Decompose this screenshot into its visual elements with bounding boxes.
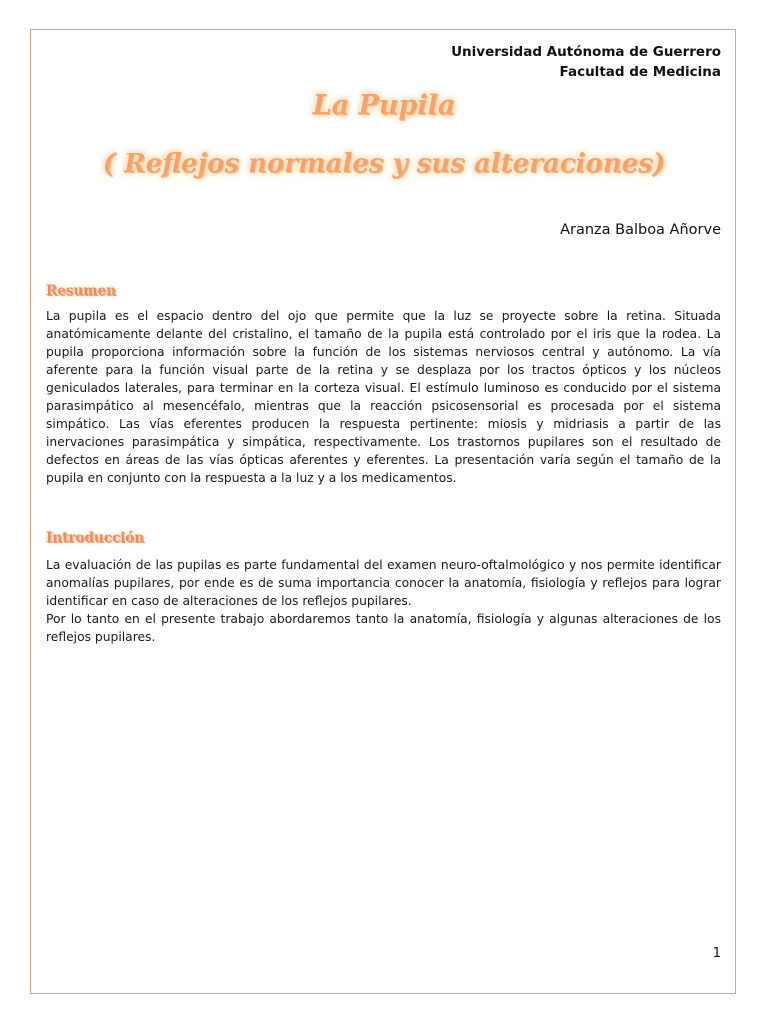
document-subtitle: ( Reflejos normales y sus alteraciones) (102, 149, 666, 179)
faculty-name: Facultad de Medicina (559, 64, 721, 80)
document-title: La Pupila (312, 90, 456, 121)
section-heading-resumen: Resumen (46, 283, 116, 299)
introduccion-paragraph-1: La evaluación de las pupilas es parte fundamental del examen neuro-oftalmológico y nos permite identificar anomalías pupilares, por ende es de suma importancia conocer la anatomía, fisiología y reflejos para lograr identificar en caso de alteraciones de los reflejos pupilares. (46, 558, 721, 608)
section-heading-introduccion: Introducción (46, 530, 145, 546)
author-name: Aranza Balboa Añorve (560, 222, 721, 238)
resumen-paragraph: La pupila es el espacio dentro del ojo que permite que la luz se proyecte sobre la retina. Situada anatómicamente delante del cristalino, el tamaño de la pupila está controlado por el iris que la rodea. La pupila proporciona información sobre la función de los sistemas nerviosos central y autónomo. La vía aferente para la función visual parte de la retina y se desplaza por los tractos ópticos y los núcleos geniculados laterales, para terminar en la corteza visual. El estímulo luminoso es conducido por el sistema parasimpático al mesencéfalo, mientras que la reacción psicosensorial es procesada por el sistema simpático. Las vías eferentes producen la respuesta pertinente: miosis y midriasis a partir de las inervaciones parasimpática y simpática, respectivamente. Los trastornos pupilares son el resultado de defectos en áreas de las vías ópticas aferentes y eferentes. La presentación varía según el tamaño de la pupila en conjunto con la respuesta a la luz y a los medicamentos. (46, 309, 721, 485)
document-header (451, 42, 721, 82)
page-number: 1 (712, 946, 721, 961)
introduccion-paragraph-2: Por lo tanto en el presente trabajo abordaremos tanto la anatomía, fisiología y algunas alteraciones de los reflejos pupilares. (46, 612, 721, 644)
university-name: Universidad Autónoma de Guerrero (451, 44, 721, 60)
